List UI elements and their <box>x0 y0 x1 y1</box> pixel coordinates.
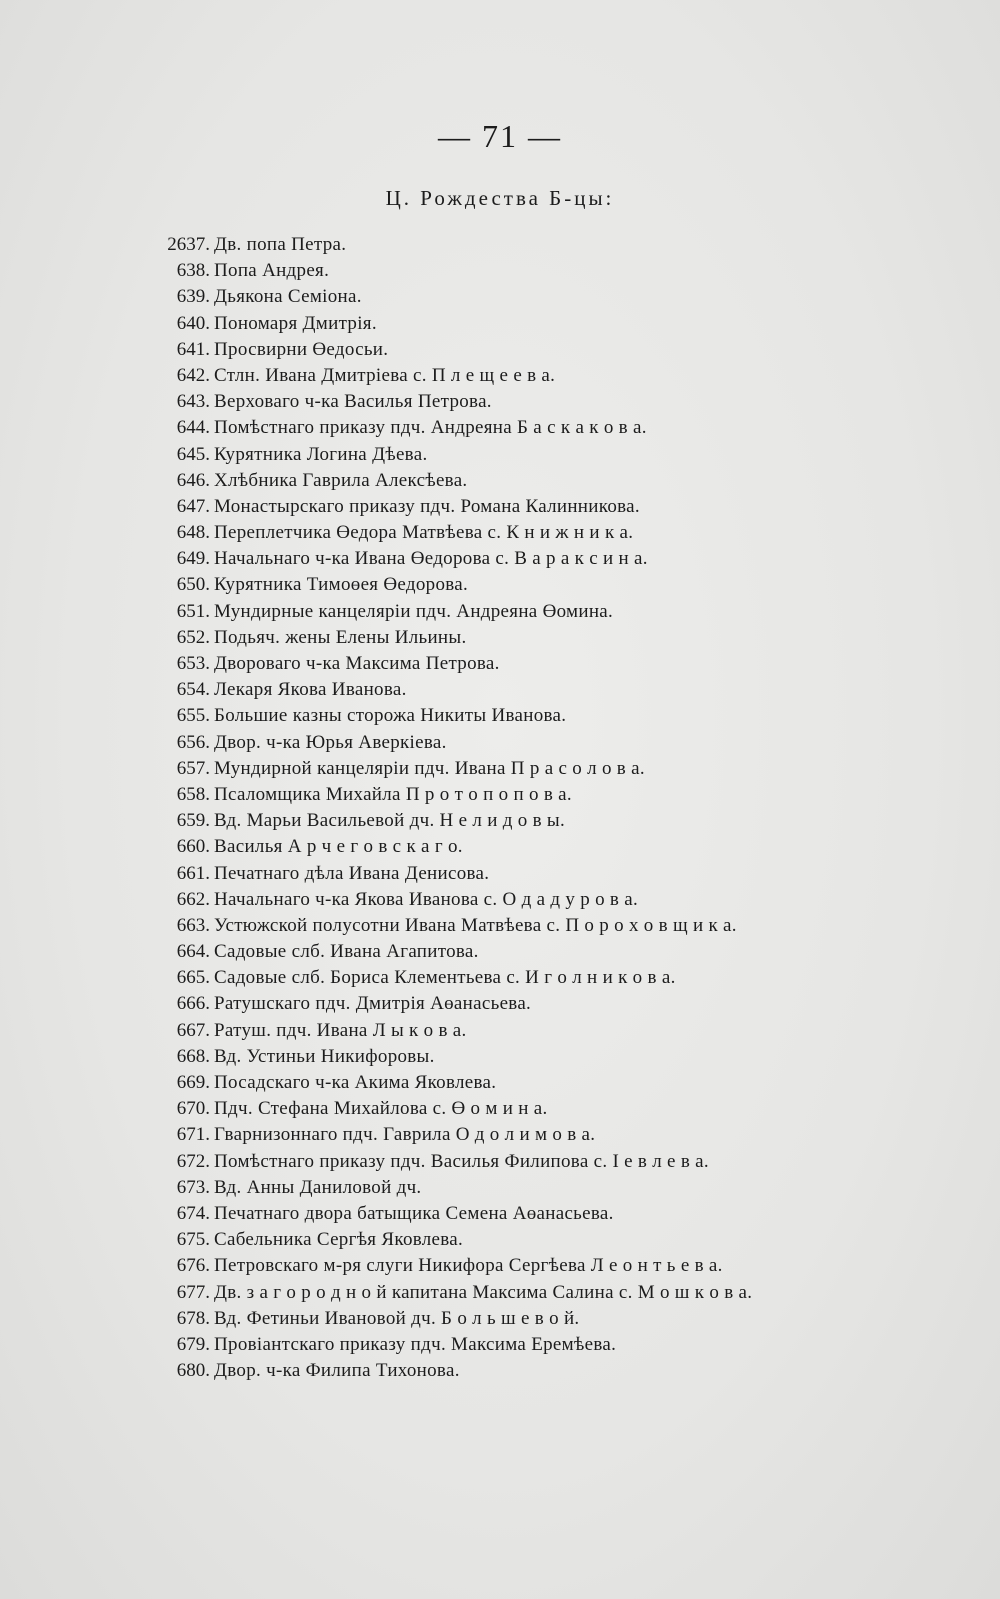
entry-number: 648. <box>176 522 210 544</box>
entry-number: 642. <box>176 364 210 386</box>
entry-text: Устюжской полусотни Ивана Матвѣева с. П о р о х о в щ и к а. <box>214 914 737 936</box>
list-item <box>0 1018 1000 1044</box>
entry-text: Садовые слб. Ивана Агапитова. <box>214 941 479 963</box>
entry-text: Большие казны сторожа Никиты Иванова. <box>214 705 567 727</box>
entry-number: 674. <box>176 1202 210 1224</box>
entry-text: Курятника Тимоөея Өедорова. <box>214 574 469 596</box>
entry-number: 639. <box>176 286 210 308</box>
entry-text: Помѣстнаго приказу пдч. Андреяна Б а с к а к о в а. <box>214 417 647 439</box>
entry-text: Провіантскаго приказу пдч. Максима Еремѣева. <box>214 1333 617 1355</box>
entry-number: 643. <box>176 391 210 413</box>
entry-number: 673. <box>176 1176 210 1198</box>
entry-text: Вд. Устиньи Никифоровы. <box>214 1045 435 1067</box>
list-item <box>0 703 1000 729</box>
entry-text: Начальнаго ч-ка Ивана Өедорова с. В а р а к с и н а. <box>214 548 648 570</box>
entry-text: Посадскаго ч-ка Акима Яковлева. <box>214 1072 497 1093</box>
entry-number: 678. <box>176 1307 210 1329</box>
list-item <box>0 939 1000 965</box>
list-item <box>0 782 1000 808</box>
entry-number: 649. <box>176 548 210 570</box>
entry-text: Дьякона Семіона. <box>214 286 362 308</box>
entry-text: Сабельника Сергѣя Яковлева. <box>214 1229 464 1251</box>
list-item <box>0 468 1000 494</box>
list-item <box>0 625 1000 651</box>
entry-text: Двор. ч-ка Филипа Тихонова. <box>214 1360 460 1382</box>
entry-number: 671. <box>176 1124 210 1146</box>
entry-text: Переплетчика Өедора Матвѣева с. К н и ж н и к а. <box>214 522 634 544</box>
entry-number: 638. <box>176 260 210 282</box>
list-item <box>0 991 1000 1017</box>
entry-number: 677. <box>176 1281 210 1303</box>
list-item <box>0 520 1000 546</box>
list-item <box>0 1122 1000 1148</box>
entry-number: 666. <box>176 993 210 1015</box>
entry-number: 647. <box>176 495 210 517</box>
entry-number: 660. <box>176 836 210 858</box>
entry-text: Просвирни Өедосьи. <box>214 338 389 360</box>
entry-number: 641. <box>176 338 210 360</box>
entry-text: Печатнаго двора батыщика Семена Аөанасьева. <box>214 1202 614 1224</box>
entry-text: Печатнаго дѣла Ивана Денисова. <box>214 862 490 884</box>
entry-number: 665. <box>176 967 210 989</box>
entry-text: Дв. попа Петра. <box>214 234 347 255</box>
entry-text: Двороваго ч-ка Максима Петрова. <box>214 653 500 674</box>
entry-number: 676. <box>176 1255 210 1277</box>
entry-number: 667. <box>176 1019 210 1041</box>
list-item <box>0 1096 1000 1122</box>
entry-number: 680. <box>176 1360 210 1382</box>
entry-number: 2637. <box>167 234 210 255</box>
entry-text: Двор. ч-ка Юрья Аверкіева. <box>214 731 447 753</box>
entry-number: 662. <box>176 888 210 910</box>
entry-number: 644. <box>176 417 210 439</box>
list-item <box>0 965 1000 991</box>
list-item <box>0 887 1000 913</box>
entry-number: 670. <box>176 1098 210 1120</box>
entry-text: Верховаго ч-ка Василья Петрова. <box>214 391 492 413</box>
entry-number: 646. <box>176 469 210 491</box>
list-item <box>0 337 1000 363</box>
list-item <box>0 363 1000 389</box>
entry-list <box>0 232 1000 1384</box>
list-item <box>0 494 1000 520</box>
entry-text: Курятника Логина Дѣева. <box>214 443 428 465</box>
list-item <box>0 572 1000 598</box>
entry-text: Садовые слб. Бориса Клементьева с. И г о л н и к о в а. <box>214 967 676 989</box>
list-item <box>0 258 1000 284</box>
list-item <box>0 1044 1000 1070</box>
entry-number: 669. <box>176 1072 210 1093</box>
entry-text: Пономаря Дмитрія. <box>214 312 377 334</box>
entry-number: 651. <box>176 600 210 622</box>
entry-text: Вд. Анны Даниловой дч. <box>214 1176 422 1198</box>
list-item <box>0 546 1000 572</box>
list-item <box>0 1280 1000 1306</box>
list-item <box>0 834 1000 860</box>
list-item <box>0 913 1000 939</box>
list-item <box>0 284 1000 310</box>
list-item <box>0 808 1000 834</box>
section-heading: Ц. Рождества Б-цы: <box>385 186 615 210</box>
list-item <box>0 730 1000 756</box>
entry-text: Лекаря Якова Иванова. <box>214 679 407 701</box>
list-item <box>0 1070 1000 1096</box>
entry-text: Псаломщика Михайла П р о т о п о п о в а. <box>214 783 572 805</box>
entry-number: 650. <box>176 574 210 596</box>
entry-number: 658. <box>176 783 210 805</box>
page-number: — 71 — <box>438 118 562 154</box>
entry-number: 664. <box>176 941 210 963</box>
list-item <box>0 1227 1000 1253</box>
entry-number: 654. <box>176 679 210 701</box>
list-item <box>0 1306 1000 1332</box>
entry-text: Хлѣбника Гаврила Алексѣева. <box>214 469 468 491</box>
entry-number: 656. <box>176 731 210 753</box>
list-item <box>0 599 1000 625</box>
entry-number: 659. <box>176 810 210 832</box>
entry-number: 663. <box>176 914 210 936</box>
entry-number: 672. <box>176 1150 210 1172</box>
entry-text: Монастырскаго приказу пдч. Романа Калинникова. <box>214 495 640 517</box>
entry-text: Василья А р ч е г о в с к а г о. <box>214 836 463 858</box>
entry-number: 653. <box>176 653 210 674</box>
list-item <box>0 1175 1000 1201</box>
entry-number: 675. <box>176 1229 210 1251</box>
entry-text: Дв. з а г о р о д н о й капитана Максима Салина с. М о ш к о в а. <box>214 1281 753 1303</box>
entry-text: Гварнизоннаго пдч. Гаврила О д о л и м о в а. <box>214 1124 596 1146</box>
entry-text: Мундирные канцеляріи пдч. Андреяна Өомина. <box>214 600 614 622</box>
list-item <box>0 1358 1000 1384</box>
entry-text: Вд. Марьи Васильевой дч. Н е л и д о в ы. <box>214 810 566 832</box>
entry-number: 657. <box>176 757 210 779</box>
entry-text: Начальнаго ч-ка Якова Иванова с. О д а д у р о в а. <box>214 888 639 910</box>
list-item <box>0 756 1000 782</box>
entry-number: 645. <box>176 443 210 465</box>
list-item <box>0 232 1000 258</box>
entry-text: Мундирной канцеляріи пдч. Ивана П р а с о л о в а. <box>214 757 645 779</box>
list-item <box>0 389 1000 415</box>
entry-text: Пдч. Стефана Михайлова с. Ө о м и н а. <box>214 1098 548 1120</box>
list-item <box>0 442 1000 468</box>
entry-number: 668. <box>176 1045 210 1067</box>
entry-number: 661. <box>176 862 210 884</box>
entry-text: Ратушскаго пдч. Дмитрія Аөанасьева. <box>214 993 532 1015</box>
list-item <box>0 1253 1000 1279</box>
list-item <box>0 1332 1000 1358</box>
entry-number: 679. <box>176 1333 210 1355</box>
entry-text: Стлн. Ивана Дмитріева с. П л е щ е е в а. <box>214 364 556 386</box>
entry-number: 652. <box>176 626 210 648</box>
list-item <box>0 311 1000 337</box>
entry-text: Вд. Фетиньи Ивановой дч. Б о л ь ш е в о й. <box>214 1307 580 1329</box>
entry-text: Петровскаго м-ря слуги Никифора Сергѣева Л е о н т ь е в а. <box>214 1255 723 1277</box>
list-item <box>0 1201 1000 1227</box>
entry-text: Подьяч. жены Елены Ильины. <box>214 626 467 648</box>
entry-number: 655. <box>176 705 210 727</box>
entry-text: Помѣстнаго приказу пдч. Василья Филипова с. І е в л е в а. <box>214 1150 709 1172</box>
list-item <box>0 861 1000 887</box>
list-item <box>0 677 1000 703</box>
list-item <box>0 1149 1000 1175</box>
entry-text: Попа Андрея. <box>214 260 330 282</box>
list-item <box>0 415 1000 441</box>
list-item <box>0 651 1000 677</box>
entry-number: 640. <box>176 312 210 334</box>
entry-text: Ратуш. пдч. Ивана Л ы к о в а. <box>214 1019 467 1041</box>
